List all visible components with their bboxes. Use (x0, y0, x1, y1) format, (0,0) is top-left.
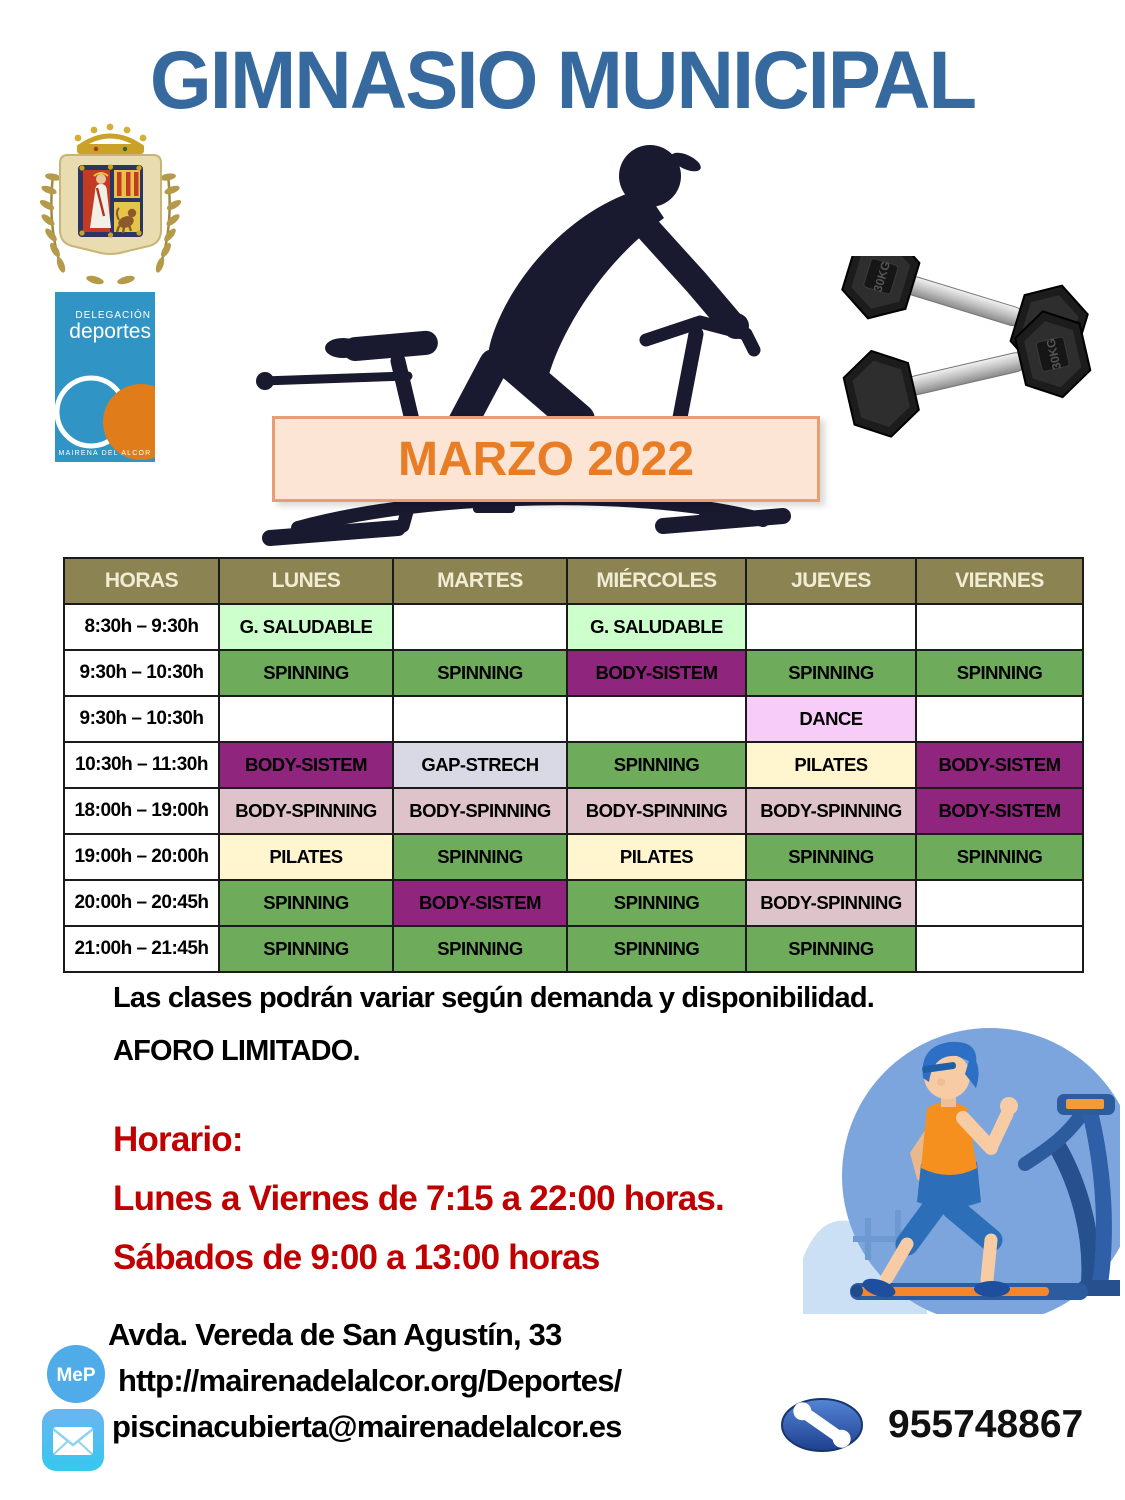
time-cell: 18:00h – 19:00h (64, 788, 219, 834)
activity-cell: SPINNING (916, 834, 1083, 880)
schedule-row (64, 604, 1083, 650)
notes-line-1: Las clases podrán variar según demanda y disponibilidad. (113, 982, 874, 1014)
month-banner (272, 416, 820, 502)
runner-treadmill-illustration (795, 996, 1120, 1314)
activity-cell: SPINNING (219, 880, 393, 926)
activity-cell: BODY-SPINNING (393, 788, 567, 834)
activity-cell: SPINNING (746, 650, 916, 696)
empty-cell (916, 604, 1083, 650)
logo-main-line: deportes (69, 320, 151, 343)
activity-cell: SPINNING (219, 926, 393, 972)
activity-cell: BODY-SISTEM (567, 650, 746, 696)
time-cell: 9:30h – 10:30h (64, 696, 219, 742)
schedule-row (64, 742, 1083, 788)
phone-number: 955748867 (888, 1403, 1084, 1446)
mep-label: MeP (56, 1365, 96, 1386)
column-header-viernes: VIERNES (916, 558, 1083, 604)
activity-cell: PILATES (567, 834, 746, 880)
activity-cell: PILATES (746, 742, 916, 788)
activity-cell: SPINNING (393, 650, 567, 696)
schedule-row (64, 926, 1083, 972)
schedule-header (64, 558, 1083, 604)
mep-app-icon (46, 1344, 106, 1404)
activity-cell: BODY-SPINNING (746, 788, 916, 834)
activity-cell: SPINNING (567, 742, 746, 788)
contact-block (108, 1312, 622, 1450)
schedule-row (64, 788, 1083, 834)
activity-cell: SPINNING (746, 926, 916, 972)
schedule-row (64, 834, 1083, 880)
phone-row (778, 1396, 1083, 1454)
time-cell: 21:00h – 21:45h (64, 926, 219, 972)
schedule-row (64, 880, 1083, 926)
email-line: piscinacubierta@mairenadelalcor.es (112, 1409, 622, 1444)
logo-top-line: DELEGACIÓN (75, 310, 151, 321)
activity-cell: SPINNING (393, 926, 567, 972)
time-cell: 9:30h – 10:30h (64, 650, 219, 696)
activity-cell: BODY-SISTEM (393, 880, 567, 926)
website-line: http://mairenadelalcor.org/Deportes/ (118, 1363, 622, 1398)
activity-cell: BODY-SPINNING (567, 788, 746, 834)
front-dumbbell (839, 304, 1095, 444)
address-line: Avda. Vereda de San Agustín, 33 (108, 1317, 562, 1352)
delegacion-deportes-logo (55, 292, 155, 462)
no-class-cell (916, 926, 1083, 972)
activity-cell: G. SALUDABLE (567, 604, 746, 650)
activity-cell: SPINNING (393, 834, 567, 880)
empty-cell (219, 696, 393, 742)
hours-line-1: Lunes a Viernes de 7:15 a 22:00 horas. (113, 1179, 724, 1218)
schedule-row (64, 650, 1083, 696)
crown-icon (75, 124, 147, 154)
column-header-lunes: LUNES (219, 558, 393, 604)
activity-cell: BODY-SPINNING (219, 788, 393, 834)
time-cell: 8:30h – 9:30h (64, 604, 219, 650)
activity-cell: SPINNING (916, 650, 1083, 696)
activity-cell: SPINNING (567, 926, 746, 972)
time-cell: 19:00h – 20:00h (64, 834, 219, 880)
empty-cell (567, 696, 746, 742)
activity-cell: PILATES (219, 834, 393, 880)
hours-line-2: Sábados de 9:00 a 13:00 horas (113, 1238, 600, 1277)
activity-cell: BODY-SISTEM (916, 742, 1083, 788)
no-class-cell (916, 880, 1083, 926)
page-title: GIMNASIO MUNICIPAL (149, 35, 976, 126)
column-header-horas: HORAS (64, 558, 219, 604)
hours-title: Horario: (113, 1120, 243, 1159)
opening-hours-block (113, 1110, 724, 1287)
coat-of-arms-icon (33, 120, 188, 290)
activity-cell: GAP-STRECH (393, 742, 567, 788)
empty-cell (393, 604, 567, 650)
mail-app-icon (41, 1408, 105, 1472)
activity-cell: G. SALUDABLE (219, 604, 393, 650)
schedule-row (64, 696, 1083, 742)
activity-cell: DANCE (746, 696, 916, 742)
column-header-jueves: JUEVES (746, 558, 916, 604)
empty-cell (746, 604, 916, 650)
logo-bottom-line: MAIRENA DEL ALCOR (58, 450, 152, 457)
activity-cell: SPINNING (567, 880, 746, 926)
activity-cell: BODY-SPINNING (746, 880, 916, 926)
weight-label: 30KG (1043, 337, 1065, 371)
activity-cell: BODY-SISTEM (916, 788, 1083, 834)
notes-block (113, 972, 874, 1078)
weight-label: 30KG (870, 259, 894, 294)
phone-icon (778, 1396, 866, 1454)
column-header-martes: MARTES (393, 558, 567, 604)
time-cell: 10:30h – 11:30h (64, 742, 219, 788)
empty-cell (916, 696, 1083, 742)
column-header-miércoles: MIÉRCOLES (567, 558, 746, 604)
month-banner-label: MARZO 2022 (397, 432, 695, 486)
notes-line-2: AFORO LIMITADO. (113, 1035, 360, 1067)
activity-cell: BODY-SISTEM (219, 742, 393, 788)
schedule-table (63, 557, 1084, 973)
empty-cell (393, 696, 567, 742)
activity-cell: SPINNING (219, 650, 393, 696)
activity-cell: SPINNING (746, 834, 916, 880)
time-cell: 20:00h – 20:45h (64, 880, 219, 926)
dumbbells-image (816, 256, 1122, 448)
